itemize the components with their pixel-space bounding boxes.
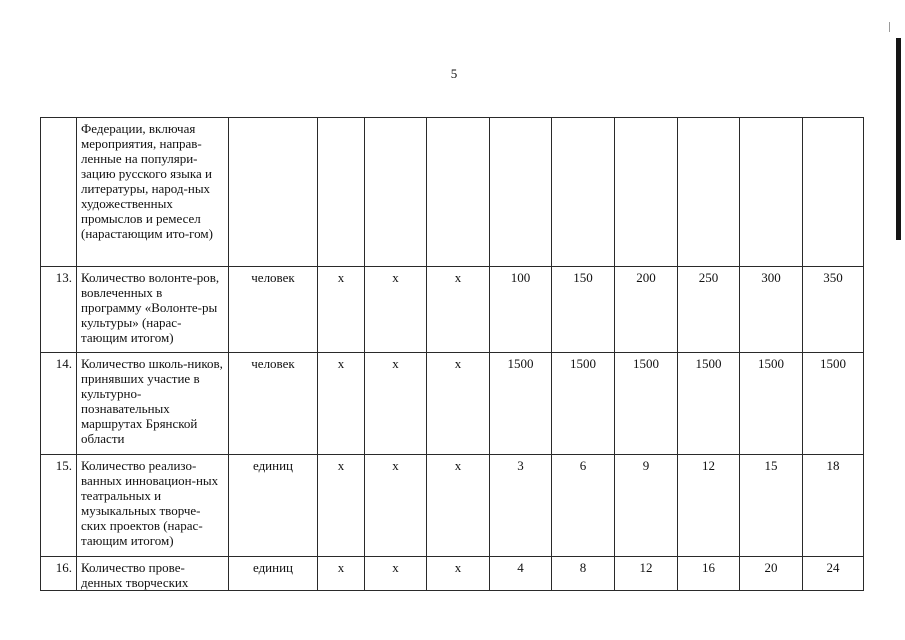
value-cell: х (427, 557, 490, 591)
value-cell: 200 (615, 267, 678, 353)
value-cell (365, 118, 427, 267)
value-cell (615, 118, 678, 267)
indicator-name: Количество прове-денных творческих (77, 557, 229, 591)
value-cell: 8 (552, 557, 615, 591)
value-cell (803, 118, 864, 267)
value-cell: х (318, 455, 365, 557)
value-cell: 300 (740, 267, 803, 353)
value-cell: 1500 (803, 353, 864, 455)
value-cell: 12 (678, 455, 740, 557)
value-cell: 15 (740, 455, 803, 557)
value-cell: 9 (615, 455, 678, 557)
indicator-name: Количество реализо-ванных инновацион-ных театральных и музыкальных творче-ских проектов (нарас-тающим итогом) (77, 455, 229, 557)
table-row (41, 118, 864, 267)
value-cell: 1500 (490, 353, 552, 455)
scan-edge-tick (889, 22, 890, 32)
table-row (41, 455, 864, 557)
indicator-name: Количество волонте-ров, вовлеченных в программу «Волонте-ры культуры» (нарас-тающим итогом) (77, 267, 229, 353)
value-cell: 1500 (740, 353, 803, 455)
indicator-name: Количество школь-ников, принявших участие в культурно-познавательных маршрутах Брянской области (77, 353, 229, 455)
row-number: 13. (41, 267, 77, 353)
value-cell: 1500 (615, 353, 678, 455)
value-cell: 6 (552, 455, 615, 557)
value-cell: х (318, 267, 365, 353)
unit-cell: единиц (229, 557, 318, 591)
value-cell: 1500 (552, 353, 615, 455)
value-cell: х (365, 267, 427, 353)
value-cell: х (427, 353, 490, 455)
value-cell: х (365, 455, 427, 557)
value-cell: 18 (803, 455, 864, 557)
table-row (41, 557, 864, 591)
row-number (41, 118, 77, 267)
value-cell: 24 (803, 557, 864, 591)
value-cell: 4 (490, 557, 552, 591)
scan-edge-mark (896, 38, 901, 240)
value-cell: 1500 (678, 353, 740, 455)
value-cell: 20 (740, 557, 803, 591)
unit-cell: человек (229, 267, 318, 353)
unit-cell (229, 118, 318, 267)
indicator-name: Федерации, включая мероприятия, направ-ленные на популяри-зацию русского языка и литературы, народ-ных художественных промыслов и ремесел (нарастающим ито-гом) (77, 118, 229, 267)
value-cell: 350 (803, 267, 864, 353)
row-number: 14. (41, 353, 77, 455)
value-cell: 150 (552, 267, 615, 353)
value-cell: х (365, 557, 427, 591)
value-cell (427, 118, 490, 267)
value-cell: х (318, 353, 365, 455)
value-cell: 3 (490, 455, 552, 557)
value-cell (740, 118, 803, 267)
value-cell (318, 118, 365, 267)
value-cell: 100 (490, 267, 552, 353)
row-number: 15. (41, 455, 77, 557)
value-cell (552, 118, 615, 267)
value-cell: х (427, 267, 490, 353)
value-cell: х (318, 557, 365, 591)
row-number: 16. (41, 557, 77, 591)
table-row (41, 353, 864, 455)
indicator-table (40, 117, 864, 591)
value-cell: х (365, 353, 427, 455)
unit-cell: единиц (229, 455, 318, 557)
value-cell (490, 118, 552, 267)
unit-cell: человек (229, 353, 318, 455)
value-cell: 250 (678, 267, 740, 353)
page-number: 5 (450, 66, 458, 81)
value-cell (678, 118, 740, 267)
table-row (41, 267, 864, 353)
value-cell: х (427, 455, 490, 557)
value-cell: 16 (678, 557, 740, 591)
value-cell: 12 (615, 557, 678, 591)
